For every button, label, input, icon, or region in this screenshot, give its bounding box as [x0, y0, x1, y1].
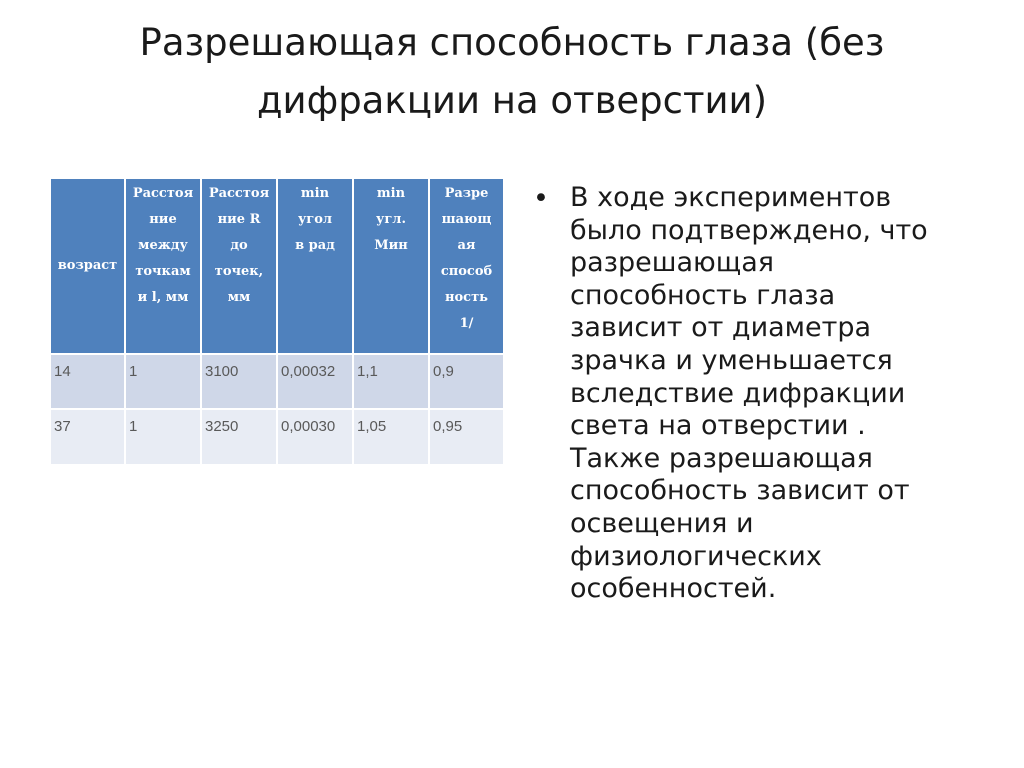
header-min-angle-rad: min угол в рад — [277, 179, 353, 354]
header-age: возраст — [51, 179, 125, 354]
cell-distance-to-points: 3100 — [201, 354, 277, 409]
header-resolution: Разре шающ ая способ ность 1/ — [429, 179, 503, 354]
cell-min-angle-rad: 0,00030 — [277, 409, 353, 464]
slide-title: Разрешающая способность глаза (без дифракции на отверстии) — [139, 21, 885, 122]
header-min-angle-min: min угл. Мин — [353, 179, 429, 354]
table-header-row — [51, 179, 503, 354]
cell-resolution: 0,9 — [429, 354, 503, 409]
cell-distance-to-points: 3250 — [201, 409, 277, 464]
cell-min-angle-min: 1,05 — [353, 409, 429, 464]
bullet-text: В ходе экспериментов было подтверждено, что разрешающая способность глаза зависит от диаметра зрачка и уменьшается вследствие дифракции света на отверстии . Также разрешающая способность зависит от освещения и физиологических особенностей. — [570, 182, 928, 605]
header-distance-between-points: Расстоя ние между точкам и l, мм — [125, 179, 201, 354]
cell-min-angle-rad: 0,00032 — [277, 354, 353, 409]
cell-min-angle-min: 1,1 — [353, 354, 429, 409]
cell-distance-between-points: 1 — [125, 409, 201, 464]
bullet-marker: • — [533, 183, 549, 214]
table-row — [51, 354, 503, 409]
cell-distance-between-points: 1 — [125, 354, 201, 409]
table-row — [51, 409, 503, 464]
cell-age: 14 — [51, 354, 125, 409]
cell-resolution: 0,95 — [429, 409, 503, 464]
header-distance-to-points: Расстоя ние R до точек, мм — [201, 179, 277, 354]
cell-age: 37 — [51, 409, 125, 464]
data-table — [51, 179, 503, 464]
